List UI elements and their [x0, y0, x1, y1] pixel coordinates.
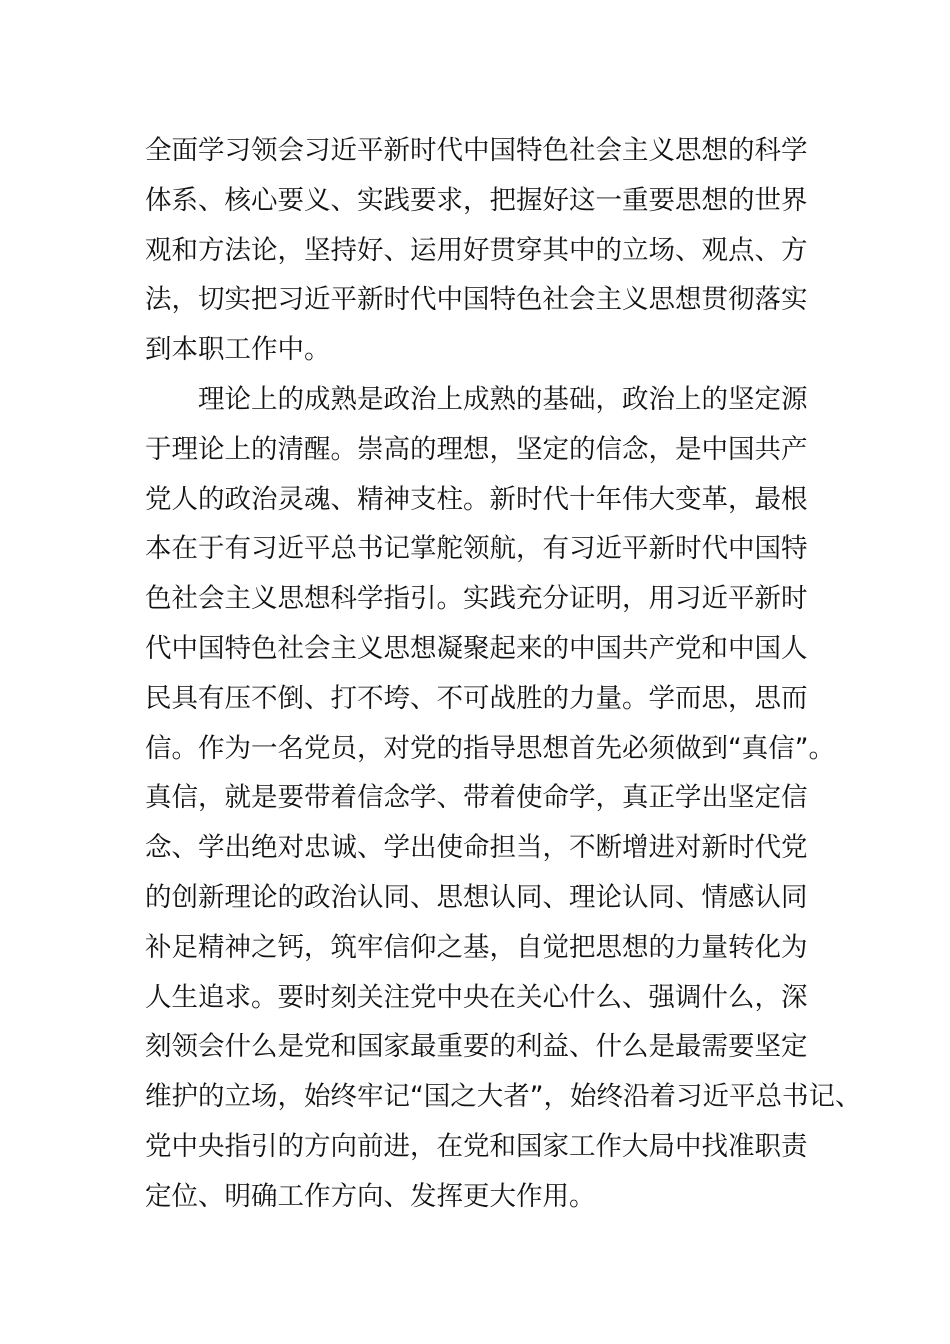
text-line: 代中国特色社会主义思想凝聚起来的中国共产党和中国人	[145, 632, 808, 664]
text-line: 党人的政治灵魂、精神支柱。新时代十年伟大变革，最根	[145, 483, 808, 515]
text-line: 于理论上的清醒。崇高的理想，坚定的信念，是中国共产	[145, 433, 808, 465]
text-line: 信。作为一名党员，对党的指导思想首先必须做到“真信”。	[145, 732, 835, 764]
text-line: 全面学习领会习近平新时代中国特色社会主义思想的科学	[145, 135, 808, 166]
document-body	[145, 126, 862, 1222]
text-line: 人生追求。要时刻关注党中央在关心什么、强调什么，深	[145, 981, 808, 1013]
text-line: 色社会主义思想科学指引。实践充分证明，用习近平新时	[145, 583, 808, 615]
text-line: 民具有压不倒、打不垮、不可战胜的力量。学而思，思而	[145, 682, 808, 714]
text-line: 的创新理论的政治认同、思想认同、理论认同、情感认同	[145, 881, 808, 913]
text-line: 法，切实把习近平新时代中国特色社会主义思想贯彻落实	[145, 284, 808, 316]
text-line: 党中央指引的方向前进，在党和国家工作大局中找准职责	[145, 1130, 808, 1162]
text-line: 定位、明确工作方向、发挥更大作用。	[145, 1180, 596, 1212]
text-line: 刻领会什么是党和国家最重要的利益、什么是最需要坚定	[145, 1031, 808, 1063]
text-line: 本在于有习近平总书记掌舵领航，有习近平新时代中国特	[145, 533, 808, 565]
paragraph-1	[145, 126, 815, 375]
text-line: 到本职工作中。	[145, 334, 331, 366]
text-line: 体系、核心要义、实践要求，把握好这一重要思想的世界	[145, 184, 808, 216]
text-line: 观和方法论，坚持好、运用好贯穿其中的立场、观点、方	[145, 234, 808, 266]
text-line: 理论上的成熟是政治上成熟的基础，政治上的坚定源	[198, 383, 808, 415]
text-line: 念、学出绝对忠诚、学出使命担当，不断增进对新时代党	[145, 832, 808, 864]
text-line: 真信，就是要带着信念学、带着使命学，真正学出坚定信	[145, 782, 808, 814]
paragraph-2	[145, 375, 862, 1222]
text-line: 维护的立场，始终牢记“国之大者”，始终沿着习近平总书记、	[145, 1081, 862, 1113]
text-line: 补足精神之钙，筑牢信仰之基，自觉把思想的力量转化为	[145, 931, 808, 963]
